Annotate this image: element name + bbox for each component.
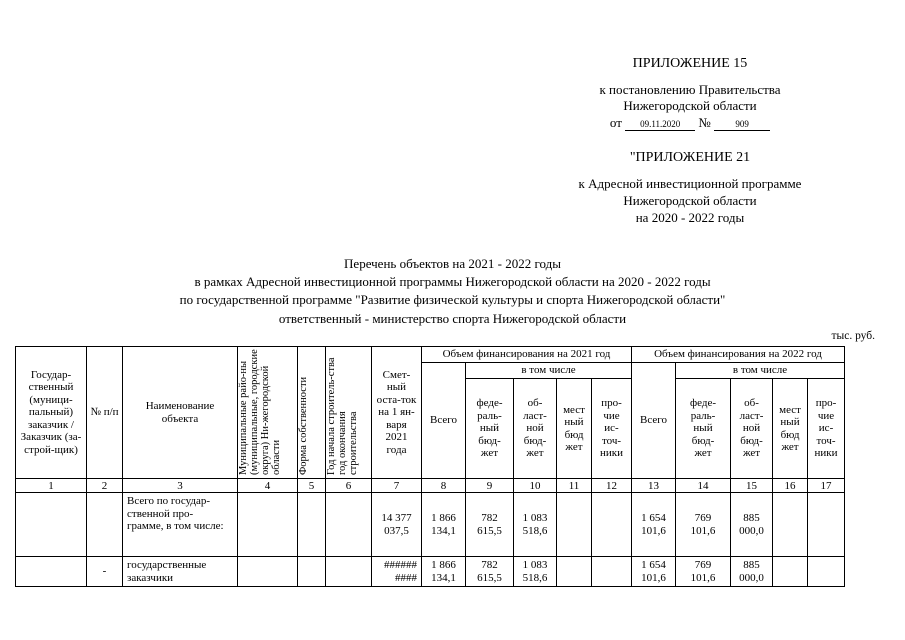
cell-ownership (298, 557, 326, 587)
header-other-2022: про-чие ис-точ-ники (808, 379, 845, 479)
program-line2: Нижегородской области (623, 193, 757, 208)
cell-regional-2021: 1 083 518,6 (514, 557, 557, 587)
column-number: 6 (326, 479, 372, 493)
header-ownership: Форма собственности (298, 347, 326, 479)
title-line4: ответственный - министерство спорта Нижегородской области (278, 311, 627, 326)
column-number: 7 (372, 479, 422, 493)
cell-number (87, 493, 123, 557)
header-customer: Государ-ственный (муници-пальный) заказчик / Заказчик (за-строй-щик) (16, 347, 87, 479)
cell-customer (16, 493, 87, 557)
header-federal-2022: феде-раль-ный бюд-жет (676, 379, 731, 479)
title-line3: по государственной программе "Развитие физической культуры и спорта Нижегородской области" (179, 292, 726, 307)
cell-customer (16, 557, 87, 587)
cell-object-name: Всего по государ-ственной про-грамме, в том числе: (123, 493, 238, 557)
header-other-2021: про-чие ис-точ-ники (592, 379, 632, 479)
column-number: 13 (632, 479, 676, 493)
cell-other-2022 (808, 557, 845, 587)
header-years: Год начала строитель-ства год окончания строительства (326, 347, 372, 479)
resolution-date-line (560, 115, 820, 131)
objects-table (15, 346, 845, 587)
column-number: 15 (731, 479, 773, 493)
resolution-line2: Нижегородской области (623, 98, 757, 113)
cell-federal-2022: 769 101,6 (676, 493, 731, 557)
cell-local-2021 (557, 557, 592, 587)
cell-local-2022 (773, 493, 808, 557)
appendix2-label: "ПРИЛОЖЕНИЕ 21 (629, 150, 751, 165)
title-line2: в рамках Адресной инвестиционной программы Нижегородской области на 2020 - 2022 годы (194, 274, 711, 289)
table-row (16, 493, 845, 557)
cell-object-name: государственные заказчики (123, 557, 238, 587)
column-number: 11 (557, 479, 592, 493)
header-regional-2021: об-ласт-ной бюд-жет (514, 379, 557, 479)
column-number: 1 (16, 479, 87, 493)
column-numbers-row (16, 479, 845, 493)
column-number: 10 (514, 479, 557, 493)
cell-number: - (87, 557, 123, 587)
cell-municipal (238, 493, 298, 557)
header-number: № п/п (87, 347, 123, 479)
column-number: 8 (422, 479, 466, 493)
header-estimate: Смет-ный оста-ток на 1 ян-варя 2021 года (372, 347, 422, 479)
table-row (16, 557, 845, 587)
cell-total-2021: 1 866 134,1 (422, 493, 466, 557)
cell-total-2021: 1 866 134,1 (422, 557, 466, 587)
column-number: 12 (592, 479, 632, 493)
cell-regional-2022: 885 000,0 (731, 493, 773, 557)
column-number: 16 (773, 479, 808, 493)
header-municipal: Муниципальные райо-ны (муниципальные, городские округа) Ни-жегородской области (238, 347, 298, 479)
column-number: 4 (238, 479, 298, 493)
header-local-2021: мест ный бюд жет (557, 379, 592, 479)
column-number: 2 (87, 479, 123, 493)
header-federal-2021: феде-раль-ный бюд-жет (466, 379, 514, 479)
cell-estimate: ###### #### (372, 557, 422, 587)
cell-municipal (238, 557, 298, 587)
column-number: 5 (298, 479, 326, 493)
header-regional-2022: об-ласт-ной бюд-жет (731, 379, 773, 479)
program-line3: на 2020 - 2022 годы (635, 210, 745, 225)
cell-local-2022 (773, 557, 808, 587)
resolution-line1: к постановлению Правительства (599, 82, 781, 97)
cell-regional-2022: 885 000,0 (731, 557, 773, 587)
cell-ownership (298, 493, 326, 557)
cell-regional-2021: 1 083 518,6 (514, 493, 557, 557)
header-total-2022: Всего (632, 363, 676, 479)
title-line1: Перечень объектов на 2021 - 2022 годы (344, 256, 561, 271)
cell-local-2021 (557, 493, 592, 557)
column-number: 17 (808, 479, 845, 493)
cell-years (326, 493, 372, 557)
cell-other-2022 (808, 493, 845, 557)
header-including-2022: в том числе (676, 363, 845, 379)
header-total-2021: Всего (422, 363, 466, 479)
cell-total-2022: 1 654 101,6 (632, 493, 676, 557)
cell-estimate: 14 377 037,5 (372, 493, 422, 557)
cell-federal-2022: 769 101,6 (676, 557, 731, 587)
number-sign: № (698, 115, 711, 130)
from-label: от (609, 115, 622, 130)
column-number: 14 (676, 479, 731, 493)
column-number: 9 (466, 479, 514, 493)
column-number: 3 (123, 479, 238, 493)
header-object-name: Наименование объекта (123, 347, 238, 479)
cell-federal-2021: 782 615,5 (466, 557, 514, 587)
units-label: тыс. руб. (831, 330, 875, 342)
appendix-label: ПРИЛОЖЕНИЕ 15 (632, 56, 748, 71)
header-local-2022: мест ный бюд жет (773, 379, 808, 479)
header-including-2021: в том числе (466, 363, 632, 379)
cell-federal-2021: 782 615,5 (466, 493, 514, 557)
cell-total-2022: 1 654 101,6 (632, 557, 676, 587)
header-financing-2021: Объем финансирования на 2021 год (422, 347, 632, 363)
cell-years (326, 557, 372, 587)
resolution-date: 09.11.2020 (625, 119, 695, 131)
header-financing-2022: Объем финансирования на 2022 год (632, 347, 845, 363)
resolution-number: 909 (714, 119, 770, 131)
cell-other-2021 (592, 557, 632, 587)
program-line1: к Адресной инвестиционной программе (578, 176, 802, 191)
cell-other-2021 (592, 493, 632, 557)
